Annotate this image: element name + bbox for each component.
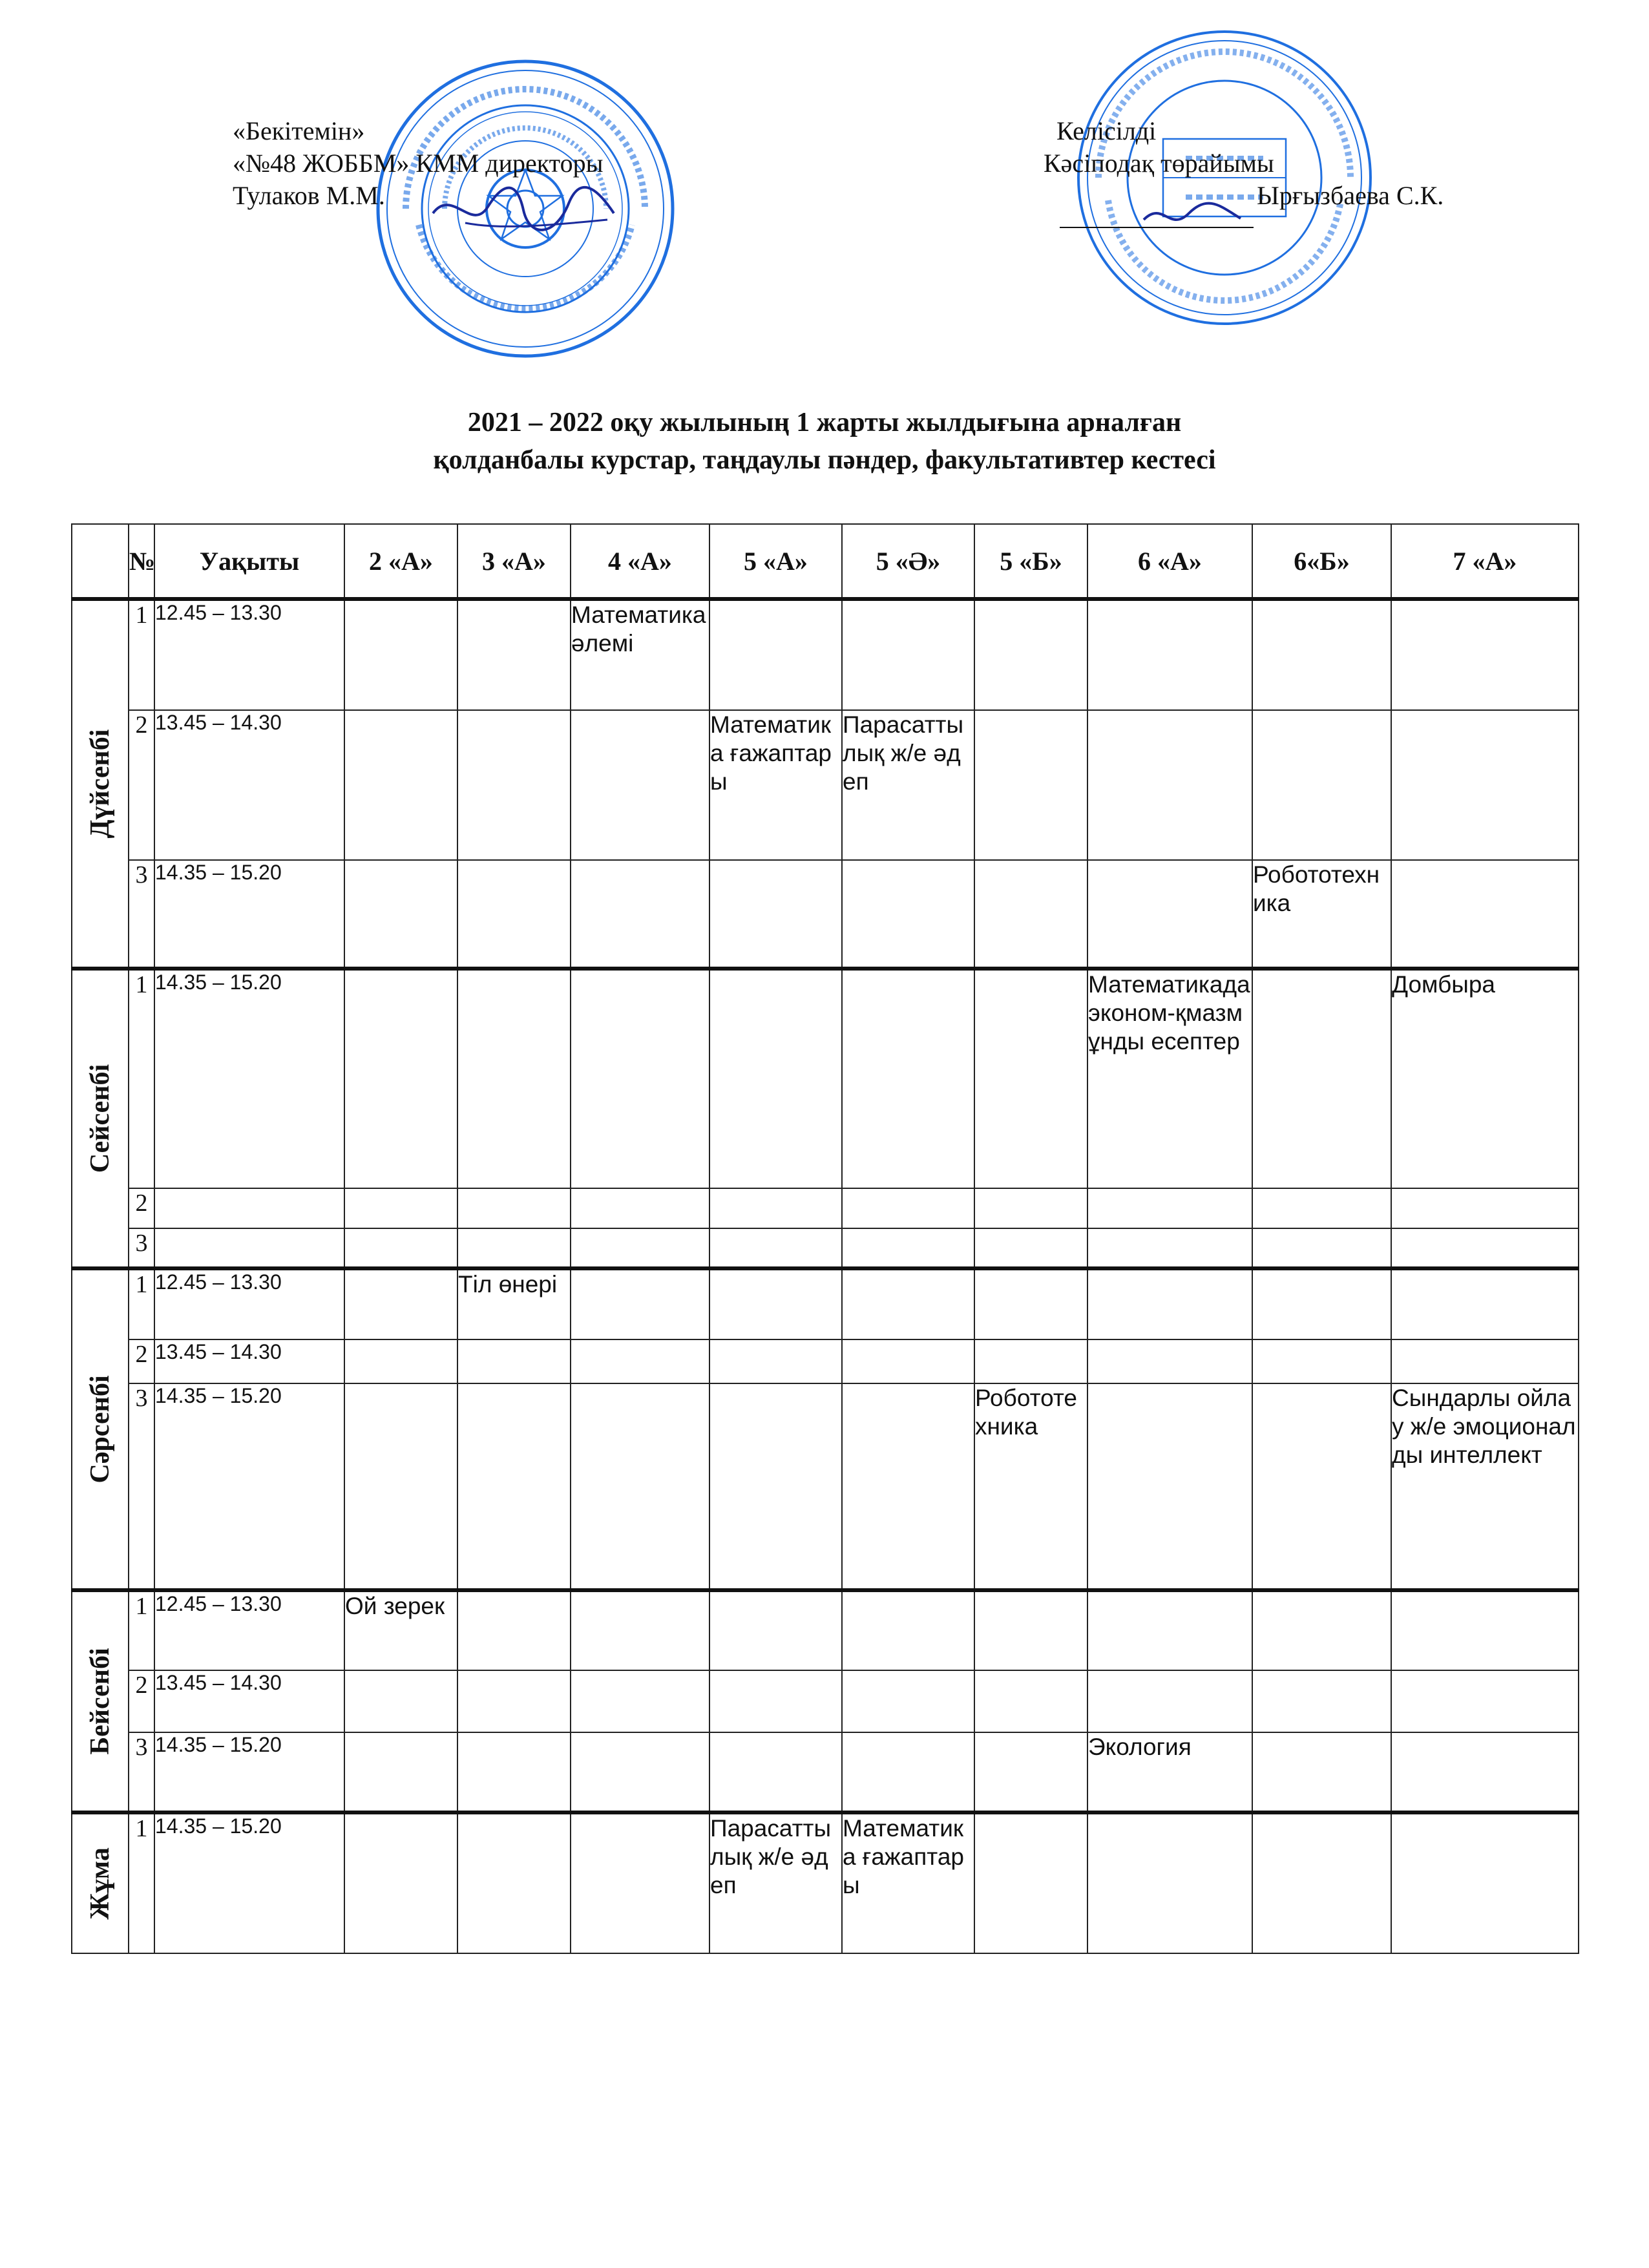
subject-cell <box>344 1812 457 1953</box>
subject-cell <box>1252 1812 1391 1953</box>
header-class-6b: 6«Б» <box>1252 524 1391 599</box>
subject-cell <box>1252 1188 1391 1228</box>
subject-cell <box>842 1339 974 1383</box>
subject-cell <box>1391 710 1579 860</box>
subject-cell <box>974 1339 1087 1383</box>
subject-cell <box>974 710 1087 860</box>
lesson-number: 2 <box>129 710 154 860</box>
subject-cell <box>344 860 457 969</box>
day-label: Дүйсенбі <box>85 729 115 839</box>
subject-cell <box>1391 1339 1579 1383</box>
subject-cell <box>1087 1812 1252 1953</box>
lesson-number: 1 <box>129 599 154 710</box>
subject-cell <box>1391 1188 1579 1228</box>
subject-cell <box>974 1188 1087 1228</box>
table-row <box>72 1339 1579 1383</box>
approval-line-1: «Бекітемін» <box>233 116 365 145</box>
header-day-blank <box>72 524 129 599</box>
subject-cell <box>457 1383 571 1590</box>
approval-line-3: Тулаков М.М. <box>233 181 385 210</box>
subject-cell <box>1391 599 1579 710</box>
lesson-number: 3 <box>129 1732 154 1812</box>
subject-cell <box>842 599 974 710</box>
table-row <box>72 1268 1579 1339</box>
header-class-5ae: 5 «Ә» <box>842 524 974 599</box>
lesson-time <box>154 1228 344 1268</box>
subject-cell: Математика әлемі <box>571 599 709 710</box>
table-row <box>72 1732 1579 1812</box>
subject-cell <box>1252 1228 1391 1268</box>
subject-cell <box>709 969 842 1188</box>
header-class-2a: 2 «А» <box>344 524 457 599</box>
subject-cell <box>1252 599 1391 710</box>
subject-cell <box>1087 860 1252 969</box>
subject-cell <box>1391 1228 1579 1268</box>
subject-cell <box>457 969 571 1188</box>
lesson-time: 12.45 – 13.30 <box>154 1590 344 1670</box>
subject-cell <box>344 599 457 710</box>
subject-cell <box>842 1590 974 1670</box>
agreement-line-3: Ырғызбаева С.К. <box>1257 181 1444 210</box>
subject-cell <box>571 1228 709 1268</box>
subject-cell <box>1252 1268 1391 1339</box>
subject-cell <box>1087 1590 1252 1670</box>
day-cell <box>72 969 129 1268</box>
day-cell <box>72 1812 129 1953</box>
subject-cell <box>571 969 709 1188</box>
subject-cell <box>1391 1812 1579 1953</box>
lesson-number: 2 <box>129 1339 154 1383</box>
subject-cell <box>974 1812 1087 1953</box>
subject-cell <box>344 1383 457 1590</box>
subject-cell <box>457 1590 571 1670</box>
lesson-time: 13.45 – 14.30 <box>154 1339 344 1383</box>
subject-cell <box>709 1268 842 1339</box>
subject-cell: Ой зерек <box>344 1590 457 1670</box>
subject-cell <box>344 969 457 1188</box>
lesson-time: 13.45 – 14.30 <box>154 1670 344 1732</box>
subject-cell <box>457 710 571 860</box>
agreement-line-1: Келісілді <box>1056 116 1157 145</box>
subject-cell <box>709 1228 842 1268</box>
subject-cell <box>974 860 1087 969</box>
lesson-number: 2 <box>129 1670 154 1732</box>
subject-cell <box>1391 1732 1579 1812</box>
subject-cell <box>1087 1268 1252 1339</box>
subject-cell <box>1391 1268 1579 1339</box>
lesson-number: 1 <box>129 1812 154 1953</box>
subject-cell <box>571 1732 709 1812</box>
table-row <box>72 1590 1579 1670</box>
agreement-line-2: Кәсіподақ төрайымы <box>1044 149 1274 178</box>
schedule-table <box>71 523 1579 1954</box>
lesson-time <box>154 1188 344 1228</box>
subject-cell: Математика ғажаптары <box>709 710 842 860</box>
day-label: Жұма <box>85 1847 115 1920</box>
subject-cell <box>1087 710 1252 860</box>
subject-cell <box>709 1732 842 1812</box>
subject-cell <box>344 1339 457 1383</box>
lesson-time: 14.35 – 15.20 <box>154 1732 344 1812</box>
header-class-5b: 5 «Б» <box>974 524 1087 599</box>
subject-cell: Парасаттылық ж/е әдеп <box>842 710 974 860</box>
subject-cell <box>842 1670 974 1732</box>
subject-cell <box>344 710 457 860</box>
subject-cell: Сындарлы ойлау ж/е эмоционалды интеллект <box>1391 1383 1579 1590</box>
subject-cell <box>842 1268 974 1339</box>
table-row <box>72 1383 1579 1590</box>
subject-cell <box>709 1383 842 1590</box>
lesson-number: 3 <box>129 860 154 969</box>
subject-cell <box>344 1670 457 1732</box>
header-class-6a: 6 «А» <box>1087 524 1252 599</box>
subject-cell <box>709 860 842 969</box>
header-row <box>72 524 1579 599</box>
title-line-1: 2021 – 2022 оқу жылының 1 жарты жылдығына арналған <box>467 408 1182 437</box>
subject-cell: Робототехника <box>1252 860 1391 969</box>
subject-cell <box>571 1590 709 1670</box>
subject-cell <box>1391 860 1579 969</box>
subject-cell <box>344 1268 457 1339</box>
subject-cell: Робототехника <box>974 1383 1087 1590</box>
day-label: Сәрсенбі <box>85 1375 115 1484</box>
day-label: Бейсенбі <box>85 1648 115 1755</box>
subject-cell <box>1252 969 1391 1188</box>
lesson-number: 3 <box>129 1383 154 1590</box>
subject-cell <box>571 1268 709 1339</box>
subject-cell <box>344 1732 457 1812</box>
lesson-number: 1 <box>129 1268 154 1339</box>
subject-cell <box>457 1228 571 1268</box>
table-row <box>72 599 1579 710</box>
subject-cell: Математикада эконом-қмазмұнды есептер <box>1087 969 1252 1188</box>
day-cell <box>72 599 129 969</box>
subject-cell <box>842 969 974 1188</box>
subject-cell <box>974 1268 1087 1339</box>
subject-cell: Тіл өнері <box>457 1268 571 1339</box>
day-cell <box>72 1590 129 1812</box>
subject-cell <box>1087 1228 1252 1268</box>
subject-cell <box>457 599 571 710</box>
subject-cell <box>1252 1732 1391 1812</box>
subject-cell <box>974 1228 1087 1268</box>
subject-cell <box>344 1228 457 1268</box>
day-cell <box>72 1268 129 1590</box>
subject-cell <box>1252 1670 1391 1732</box>
table-row <box>72 1670 1579 1732</box>
subject-cell <box>571 1188 709 1228</box>
subject-cell <box>709 1670 842 1732</box>
lesson-time: 14.35 – 15.20 <box>154 1383 344 1590</box>
subject-cell <box>709 599 842 710</box>
subject-cell <box>974 1670 1087 1732</box>
lesson-time: 14.35 – 15.20 <box>154 1812 344 1953</box>
subject-cell <box>1087 1670 1252 1732</box>
subject-cell <box>709 1590 842 1670</box>
lesson-time: 14.35 – 15.20 <box>154 969 344 1188</box>
subject-cell <box>974 1732 1087 1812</box>
lesson-time: 14.35 – 15.20 <box>154 860 344 969</box>
director-signature-icon <box>426 174 620 246</box>
subject-cell <box>457 1188 571 1228</box>
subject-cell <box>974 1590 1087 1670</box>
lesson-number: 3 <box>129 1228 154 1268</box>
union-chair-signature-icon <box>1060 194 1266 246</box>
table-row <box>72 1228 1579 1268</box>
subject-cell <box>457 860 571 969</box>
subject-cell <box>1087 1339 1252 1383</box>
subject-cell <box>709 1339 842 1383</box>
subject-cell <box>571 860 709 969</box>
lesson-time: 12.45 – 13.30 <box>154 1268 344 1339</box>
subject-cell <box>1087 1383 1252 1590</box>
subject-cell <box>1252 1590 1391 1670</box>
subject-cell <box>571 1383 709 1590</box>
subject-cell <box>457 1670 571 1732</box>
lesson-number: 2 <box>129 1188 154 1228</box>
subject-cell <box>457 1339 571 1383</box>
subject-cell <box>1087 1188 1252 1228</box>
subject-cell <box>1391 1670 1579 1732</box>
subject-cell <box>842 1228 974 1268</box>
subject-cell: Домбыра <box>1391 969 1579 1188</box>
lesson-number: 1 <box>129 1590 154 1670</box>
header-class-3a: 3 «А» <box>457 524 571 599</box>
approval-line-2: «№48 ЖОББМ» КММ директоры <box>233 149 604 178</box>
subject-cell <box>1252 1383 1391 1590</box>
lesson-time: 13.45 – 14.30 <box>154 710 344 860</box>
subject-cell: Экология <box>1087 1732 1252 1812</box>
header-time: Уақыты <box>154 524 344 599</box>
table-row <box>72 710 1579 860</box>
subject-cell <box>571 1812 709 1953</box>
lesson-time: 12.45 – 13.30 <box>154 599 344 710</box>
subject-cell <box>709 1188 842 1228</box>
subject-cell <box>842 1383 974 1590</box>
subject-cell <box>571 1339 709 1383</box>
header-class-4a: 4 «А» <box>571 524 709 599</box>
header-class-7a: 7 «А» <box>1391 524 1579 599</box>
subject-cell <box>571 710 709 860</box>
subject-cell <box>1252 1339 1391 1383</box>
subject-cell <box>842 860 974 969</box>
subject-cell <box>457 1732 571 1812</box>
lesson-number: 1 <box>129 969 154 1188</box>
subject-cell: Парасаттылық ж/е әдеп <box>709 1812 842 1953</box>
table-row <box>72 1188 1579 1228</box>
subject-cell <box>1087 599 1252 710</box>
subject-cell <box>974 599 1087 710</box>
header-class-5a: 5 «А» <box>709 524 842 599</box>
table-row <box>72 1812 1579 1953</box>
subject-cell <box>1252 710 1391 860</box>
table-row <box>72 969 1579 1188</box>
subject-cell <box>344 1188 457 1228</box>
subject-cell <box>457 1812 571 1953</box>
header-number: № <box>129 524 154 599</box>
subject-cell <box>571 1670 709 1732</box>
subject-cell: Математика ғажаптары <box>842 1812 974 1953</box>
subject-cell <box>842 1732 974 1812</box>
document-title <box>0 404 1649 479</box>
title-line-2: қолданбалы курстар, таңдаулы пәндер, факультативтер кестесі <box>433 445 1216 475</box>
subject-cell <box>842 1188 974 1228</box>
subject-cell <box>974 969 1087 1188</box>
table-row <box>72 860 1579 969</box>
day-label: Сейсенбі <box>85 1064 115 1173</box>
subject-cell <box>1391 1590 1579 1670</box>
